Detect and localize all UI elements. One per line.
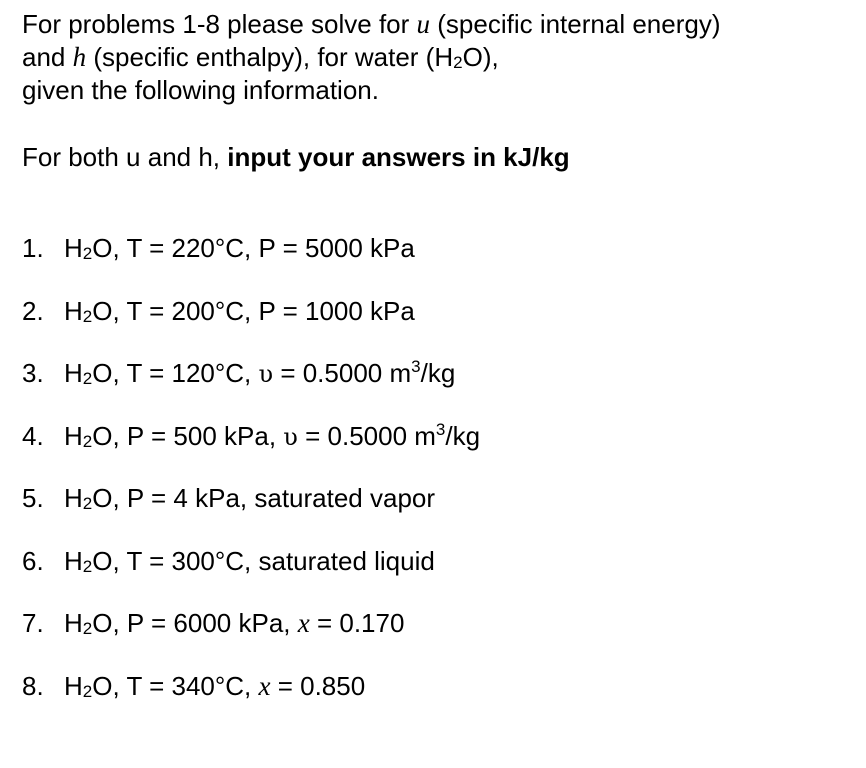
quality-variable: x bbox=[297, 608, 310, 638]
intro-line-3: given the following information. bbox=[22, 75, 379, 105]
quality-variable: x bbox=[258, 670, 271, 701]
specific-volume-symbol: υ bbox=[283, 422, 298, 451]
problem-item-8: 8. $H_2O$, T = 340°C, x = 0.850 bbox=[22, 670, 366, 701]
problem-item-6: 6. $H_2O$, T = 300°C, saturated liquid bbox=[22, 545, 435, 576]
problem-item-5: 5. $H_2O$, P = 4 kPa, saturated vapor bbox=[22, 483, 436, 513]
problem-sheet bbox=[22, 8, 852, 701]
problem-list bbox=[22, 232, 480, 732]
specific-volume-symbol: υ bbox=[258, 360, 274, 388]
intro-paragraph bbox=[22, 8, 852, 107]
variable-u: u bbox=[416, 9, 431, 39]
answer-instruction: For both u and h, input your answers in kJ/kg bbox=[22, 142, 570, 172]
intro-line-1: For problems 1-8 please solve for u (specific internal energy) bbox=[22, 9, 721, 39]
units-instruction: input your answers in kJ/kg bbox=[227, 142, 570, 172]
problem-item-7: 7. $H_2O$, P = 6000 kPa, x = 0.170 bbox=[22, 608, 405, 638]
variable-h: h bbox=[72, 42, 87, 72]
problem-item-1: 1. $H_2O$, T = 220°C, P = 5000 kPa bbox=[22, 233, 415, 263]
intro-line-2: and h (specific enthalpy), for water $(H_2O)$, bbox=[22, 42, 499, 72]
problem-item-4: 4. $H_2O$, P = 500 kPa, υ = 0.5000 $m^3/kg$ bbox=[22, 419, 481, 451]
problem-item-2: 2. $H_2O$, T = 200°C, P = 1000 kPa bbox=[22, 295, 415, 326]
problem-item-3: 3. $H_2O$, T = 120°C, υ = 0.5000 $m^3/kg$ bbox=[22, 357, 456, 388]
